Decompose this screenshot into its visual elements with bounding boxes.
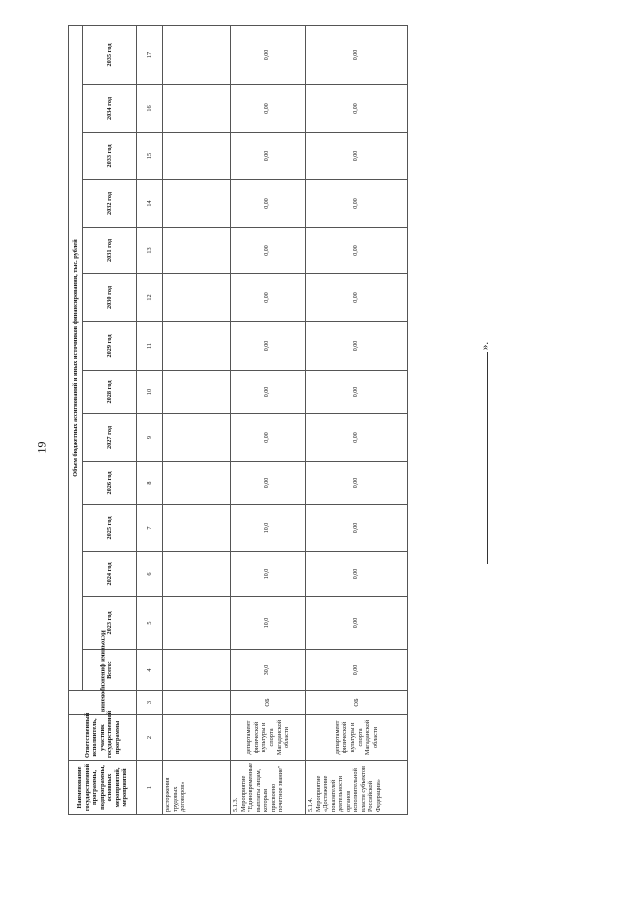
row-value: 0,00 <box>306 228 408 274</box>
header-name: Наименование государственной программы, подпрограммы, основных мероприятий, мероприятий <box>69 761 137 815</box>
row-value <box>163 25 231 84</box>
row-value: 0,00 <box>306 505 408 552</box>
row-value: 0,00 <box>306 552 408 597</box>
row-value <box>163 505 231 552</box>
row-value <box>163 597 231 650</box>
column-number: 11 <box>137 322 163 371</box>
row-value: 0,00 <box>231 85 306 133</box>
row-value <box>163 414 231 462</box>
row-value: 0,00 <box>306 650 408 691</box>
row-name: 5.1.3. Мероприятие "Единовременные выплаты лицам, которым присвоено почетное звание" <box>231 761 306 815</box>
column-number: 10 <box>137 371 163 414</box>
row-source <box>163 691 231 715</box>
row-value: 0,00 <box>231 180 306 228</box>
row-source: ОБ <box>231 691 306 715</box>
row-value: 10,0 <box>231 505 306 552</box>
header-year: 2034 год <box>83 85 137 133</box>
header-year: 2033 год <box>83 133 137 180</box>
closing-quote: ». <box>479 341 492 351</box>
row-value <box>163 180 231 228</box>
column-number: 8 <box>137 462 163 505</box>
header-year: 2029 год <box>83 322 137 371</box>
row-value: 0,00 <box>231 371 306 414</box>
header-year: 2028 год <box>83 371 137 414</box>
header-year: 2032 год <box>83 180 137 228</box>
row-value <box>163 228 231 274</box>
header-year: 2026 год <box>83 462 137 505</box>
row-value: 0,00 <box>306 414 408 462</box>
row-value <box>163 371 231 414</box>
row-value: 0,00 <box>306 462 408 505</box>
row-value <box>163 462 231 505</box>
column-number: 6 <box>137 552 163 597</box>
column-number: 12 <box>137 274 163 322</box>
row-value: 0,00 <box>231 414 306 462</box>
column-number: 15 <box>137 133 163 180</box>
header-executor: Ответственный исполнитель, участник государственной программы <box>69 715 137 761</box>
header-year: 2025 год <box>83 505 137 552</box>
row-value: 0,00 <box>306 25 408 84</box>
table-header-row-1 <box>69 25 83 814</box>
column-number: 9 <box>137 414 163 462</box>
row-value: 10,0 <box>231 597 306 650</box>
rotated-table-wrapper <box>68 26 407 815</box>
column-number: 5 <box>137 597 163 650</box>
row-value <box>163 85 231 133</box>
row-value: 0,00 <box>306 322 408 371</box>
row-value <box>163 650 231 691</box>
header-year: 2024 год <box>83 552 137 597</box>
row-value: 30,0 <box>231 650 306 691</box>
row-value: 0,00 <box>306 274 408 322</box>
header-year: 2031 год <box>83 228 137 274</box>
financing-table <box>68 25 408 815</box>
row-value: 0,00 <box>231 228 306 274</box>
row-name: расторжения трудовых договоров» <box>163 761 231 815</box>
row-value: 0,00 <box>231 133 306 180</box>
column-number-row <box>137 25 163 814</box>
row-value <box>163 552 231 597</box>
header-year: 2027 год <box>83 414 137 462</box>
row-source: ОБ <box>306 691 408 715</box>
row-value: 0,00 <box>306 133 408 180</box>
closing-signature-line <box>477 340 497 566</box>
row-executor: департамент физической культуры и спорта Магаданской области <box>231 715 306 761</box>
header-year: 2030 год <box>83 274 137 322</box>
row-value: 0,00 <box>231 322 306 371</box>
column-number: 3 <box>137 691 163 715</box>
row-value: 0,00 <box>306 85 408 133</box>
row-value: 0,00 <box>306 371 408 414</box>
row-value <box>163 322 231 371</box>
table-row <box>306 25 408 814</box>
header-year: 2023 год <box>83 597 137 650</box>
column-number: 7 <box>137 505 163 552</box>
column-number: 17 <box>137 25 163 84</box>
column-number: 13 <box>137 228 163 274</box>
row-value <box>163 133 231 180</box>
page-number: 19 <box>34 441 49 454</box>
row-value: 0,00 <box>306 597 408 650</box>
row-value: 0,00 <box>231 462 306 505</box>
row-value <box>163 274 231 322</box>
row-value: 0,00 <box>231 25 306 84</box>
column-number: 14 <box>137 180 163 228</box>
column-number: 16 <box>137 85 163 133</box>
row-name: 5.1.4. Мероприятие «Достижение показателей деятельности органов исполнительной власти субъектов Российской Федерации» <box>306 761 408 815</box>
table-row <box>231 25 306 814</box>
signature-line <box>487 352 488 564</box>
header-volume: Объем бюджетных ассигнований и иных источников финансирования, тыс. рублей <box>69 25 83 690</box>
header-total: Всего: <box>83 650 137 691</box>
column-number: 2 <box>137 715 163 761</box>
row-value: 0,00 <box>306 180 408 228</box>
column-number: 1 <box>137 761 163 815</box>
header-source: Источники финансирования <box>69 691 137 715</box>
column-number: 4 <box>137 650 163 691</box>
row-value: 0,00 <box>231 274 306 322</box>
header-year: 2035 год <box>83 25 137 84</box>
row-executor: департамент физической культуры и спорта Магаданской области <box>306 715 408 761</box>
row-value: 10,0 <box>231 552 306 597</box>
table-row <box>163 25 231 814</box>
row-executor <box>163 715 231 761</box>
